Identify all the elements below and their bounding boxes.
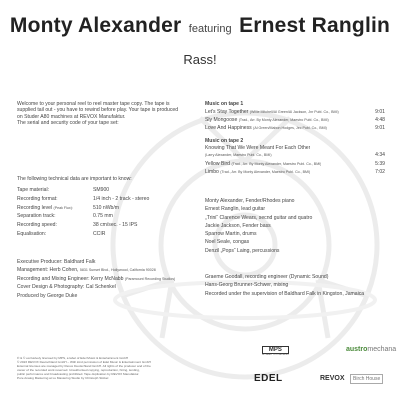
track-credit: (Trad., Arr. By Monty Alexander, Maestro Publ. Co., BMI) [220, 169, 311, 174]
track-name: Love And Happiness [205, 125, 252, 132]
tech-row [17, 229, 149, 238]
credit-text: Cover Design & Photography: Cal Schenkel [17, 284, 116, 291]
tech-label [17, 205, 93, 211]
title-header [0, 14, 400, 38]
track-title [205, 124, 327, 132]
track-title [205, 168, 310, 176]
track-credit: (Al Green/Mabon Hodges, Jec Publ. Co., BMI) [253, 126, 327, 131]
intro-text [17, 101, 197, 126]
track-row [205, 124, 385, 132]
engineer-line: Hans-Georg Brunner-Schwer, mixing [205, 282, 289, 289]
legal-line: owner of the recorded work reserved. Unauthorised copying, reproduction, hiring, lending, [17, 368, 140, 372]
track-row [205, 168, 385, 176]
track-duration: 5:39 [375, 160, 385, 167]
credit-line [17, 275, 175, 283]
track-name: Let's Stay Together [205, 109, 249, 115]
credit-text: Recording and Mixing Engineer: Kerry McNabb [17, 275, 125, 282]
musician-line: Jackie Jackson, Fender bass [205, 222, 271, 229]
artist-name: Monty Alexander [9, 14, 182, 37]
engineer-line: Graeme Goodall, recording engineer (Dynamic Sound) [205, 274, 329, 280]
track-list [205, 100, 385, 176]
intro-line: on Studer A80 machines at REVOX Manufaktur. [17, 113, 126, 120]
tech-row [17, 212, 149, 221]
tech-value: SM900 [93, 187, 110, 194]
credit-note: (Paramount Recording Studios) [124, 276, 176, 281]
tech-value: 510 nWb/m [93, 204, 120, 211]
track-duration: 4:48 [375, 117, 385, 124]
track-row [205, 152, 385, 160]
tech-data-title: The following technical data are important to know: [17, 176, 132, 182]
legal-notice [17, 356, 187, 380]
mps-logo-tagline: NO NEED TO COMPRESS [262, 354, 289, 356]
track-name: Yellow Bird [205, 160, 231, 167]
featuring-label: featuring [188, 23, 232, 35]
musician-credits [205, 197, 312, 255]
legal-line: Pure Analog Mastering at Lu Mastering Studio by Christoph Stickel [17, 376, 109, 380]
track-credit: (Larry Alexander, Maestro Publ. Co., BMI) [205, 153, 272, 158]
track-duration: 9:01 [375, 125, 385, 132]
mps-logo-mark: MPS [262, 346, 289, 354]
production-credits [17, 258, 175, 300]
studio-logo [346, 346, 396, 353]
engineer-credits [205, 273, 364, 298]
album-title: Rass! [183, 52, 217, 67]
legal-line: © 2023 REVOX Deutschland GmbH – With kind permission of Edel Music & Entertainment GmbH [17, 360, 151, 364]
musician-line: Noel Seale, congas [205, 239, 250, 246]
track-row [205, 108, 385, 116]
musician-line: Sparrow Martin, drums [205, 231, 257, 238]
tech-label: Recording format: [17, 196, 58, 203]
tape-1-heading: Music on tape 1 [205, 101, 244, 107]
credit-line [17, 292, 175, 300]
track-name: Knowing That We Were Meant For Each Other [205, 144, 311, 151]
intro-line: Welcome to your personal reel to reel master tape copy. The tape is [17, 101, 170, 107]
tech-value: 0.75 mm [93, 213, 113, 220]
tech-value: 1/4 inch - 2 track - stereo [93, 196, 150, 203]
revox-logo: REVOX [320, 375, 345, 382]
tech-value: 38 cm/sec. - 15 IPS [93, 222, 138, 229]
musician-line: Ernest Ranglin, lead guitar [205, 206, 266, 213]
track-name: Sly Mongoose [205, 117, 238, 124]
musician-line: „Trini“ Clarence Wears, secnd guitar and quatro [205, 214, 313, 221]
track-row [205, 145, 385, 153]
tech-row [17, 186, 149, 195]
track-duration: 9:01 [375, 109, 385, 115]
engineer-line: Recorded under the supervision of Baldhard Falk in Kingston, Jamaica [205, 290, 365, 297]
tech-label: Separation track: [17, 213, 56, 220]
track-duration: 4:34 [375, 152, 385, 159]
track-row [205, 116, 385, 124]
track-name: Limbo [205, 168, 219, 175]
legal-line: ℗ & © exclusively licensed by MPS, a label of Edel Music & Entertainment GmbH [17, 356, 129, 360]
tech-label: Recording speed: [17, 222, 57, 229]
label-logos [248, 346, 397, 386]
tech-label-note: (Peak Flux): [53, 205, 73, 210]
musician-line: Monty Alexander, Fender/Rhodes piano [205, 198, 295, 204]
credit-text: Executive Producer: Baldhard Falk [17, 259, 96, 265]
tech-label-main: Recording level [17, 204, 53, 211]
track-credit: (Willie Mitchell/Al Green/Al Jackson, Jnr Publ. Co., BMI) [249, 110, 339, 114]
intro-line: supplied tail out - you have to rewind before play. Your tape is produced [17, 107, 179, 114]
credit-line [17, 258, 175, 266]
credit-line [17, 283, 175, 291]
intro-line: The serial and security code of your tape set: [17, 119, 119, 126]
tech-label: Equalisation: [17, 230, 47, 237]
tech-row [17, 221, 149, 230]
legal-line: External licenses are managed by Revox Deutschland GmbH. All rights of the producer and of the [17, 364, 151, 368]
tech-row [17, 203, 149, 212]
track-row [205, 160, 385, 168]
credit-text: Management: Herb Cohen, [17, 267, 80, 274]
credit-line [17, 266, 175, 274]
guest-artist-name: Ernest Ranglin [239, 14, 391, 37]
tech-row [17, 195, 149, 204]
track-credit: (Trad., Arr. By Monty Alexander, Maestro Publ. Co., BMI) [231, 161, 322, 166]
edel-logo: EDEL [254, 373, 283, 384]
birch-house-logo: Birch House [350, 374, 383, 384]
tape-2-heading: Music on tape 2 [205, 137, 244, 144]
track-duration: 7:02 [375, 168, 385, 175]
credit-text: Produced by George Duke [17, 292, 78, 299]
tech-data-table [17, 186, 149, 238]
mps-logo [262, 346, 289, 356]
studio-logo-b: mechana [367, 346, 397, 353]
studio-logo-a: austro [346, 346, 368, 353]
legal-line: public performance and broadcasting prohibited. Tape duplication by REVOX Manufaktur. [17, 372, 140, 376]
tech-label: Tape material: [17, 187, 49, 194]
track-title [205, 108, 339, 116]
track-credit: (Trad., Arr. By Monty Alexander, Maestro Publ. Co., BMI) [238, 118, 329, 123]
credit-note: 5831 Sunset Blvd., Hollywood, California 90028 [79, 268, 156, 273]
track-title [205, 160, 321, 168]
track-title [205, 116, 329, 124]
musician-line: Denzil „Pops“ Laing, percussions [205, 247, 280, 254]
tech-value: CCIR [93, 230, 106, 237]
